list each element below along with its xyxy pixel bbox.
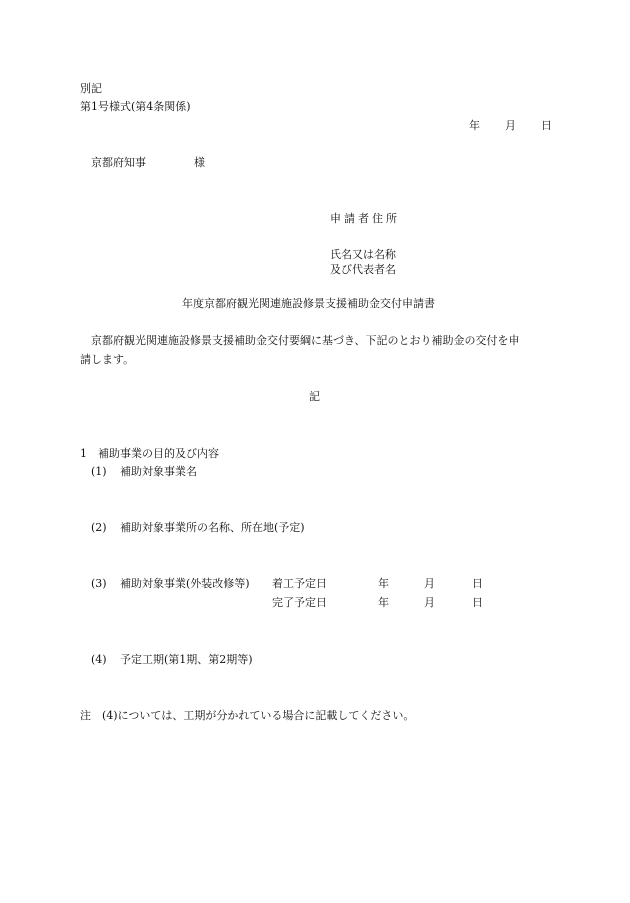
applicant-name-label-1: 氏名又は名称 — [330, 248, 396, 261]
item-3-label: 補助対象事業(外装改修等) — [120, 577, 250, 590]
item-1-label: 補助対象事業名 — [120, 465, 197, 478]
item-3-end-year: 年 — [378, 596, 389, 609]
body-line-1: 京都府観光関連施設修景支援補助金交付要綱に基づき、下記のとおり補助金の交付を申 — [91, 334, 520, 347]
item-3-end-month: 月 — [424, 596, 435, 609]
date-year-label: 年 — [469, 119, 480, 132]
item-2-label: 補助対象事業所の名称、所在地(予定) — [120, 521, 305, 534]
addressee-governor: 京都府知事 — [91, 156, 146, 169]
item-3-end-label: 完了予定日 — [272, 596, 327, 609]
item-4-number: (4) — [91, 653, 107, 666]
item-3-start-day: 日 — [472, 577, 483, 590]
item-1-number: (1) — [91, 465, 107, 478]
document-title: 年度京都府観光関連施設修景支援補助金交付申請書 — [182, 297, 435, 310]
ki-heading: 記 — [309, 390, 320, 403]
item-3-start-year: 年 — [378, 577, 389, 590]
date-month-label: 月 — [505, 119, 516, 132]
appendix-label: 別記 — [80, 82, 102, 95]
item-3-start-month: 月 — [424, 577, 435, 590]
body-line-2: 請します。 — [80, 353, 135, 366]
form-number: 第1号様式(第4条関係) — [80, 100, 191, 113]
item-3-number: (3) — [91, 577, 107, 590]
item-4-label: 予定工期(第1期、第2期等) — [120, 653, 253, 666]
section-1-heading: 1 補助事業の目的及び内容 — [80, 447, 219, 460]
addressee-honorific: 様 — [194, 156, 205, 169]
item-3-start-label: 着工予定日 — [272, 577, 327, 590]
footnote-text: (4)については、工期が分かれている場合に記載してください。 — [102, 709, 415, 722]
applicant-address-label: 申請者住所 — [330, 212, 400, 225]
item-2-number: (2) — [91, 521, 107, 534]
item-3-end-day: 日 — [472, 596, 483, 609]
applicant-name-label-2: 及び代表者名 — [330, 263, 396, 276]
date-day-label: 日 — [541, 119, 552, 132]
footnote-prefix: 注 — [80, 709, 91, 722]
